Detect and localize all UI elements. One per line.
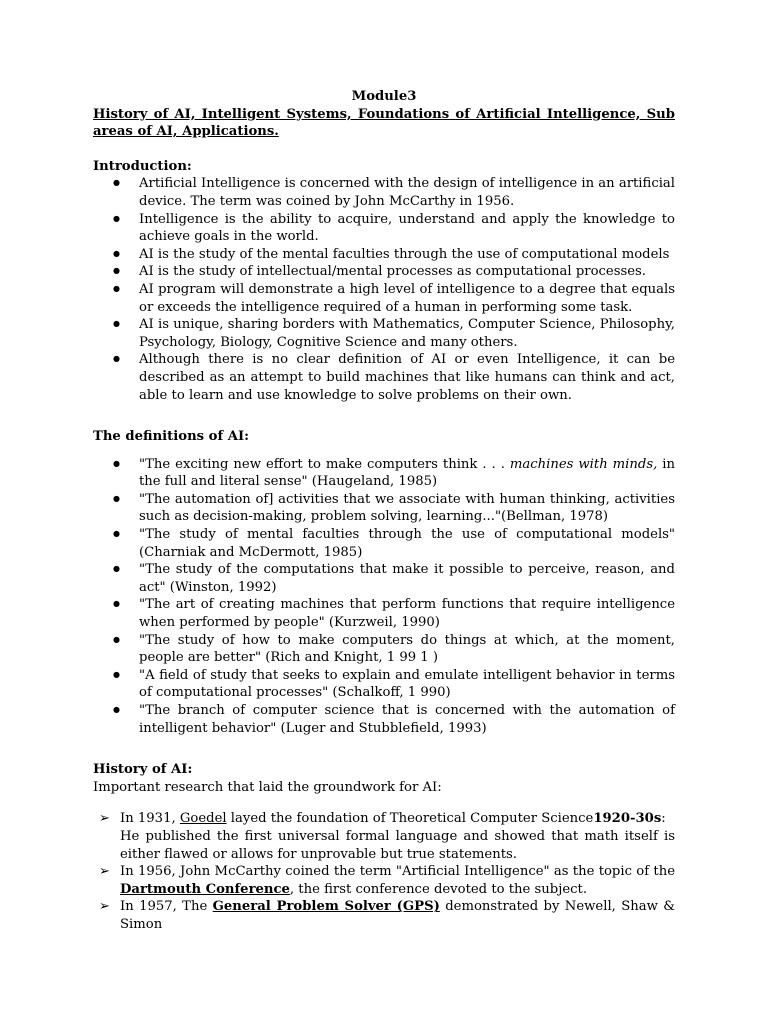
list-item: ● "The exciting new effort to make computers think . . . machines with minds, in the full and literal sense" (Haugeland, 1985) [93,456,675,491]
list-item: ● "The art of creating machines that perform functions that require intelligence when performed by people" (Kurzweil, 1990) [93,596,675,631]
arrow-bullet-icon: ➢ [99,899,111,915]
page-title: Module3 [351,89,417,104]
list-item: ● AI is the study of intellectual/mental processes as computational processes. [93,263,675,281]
document-body [93,88,675,934]
introduction-heading: Introduction: [93,158,192,174]
history-intro: Important research that laid the groundwork for AI: [93,779,442,795]
arrow-bullet-icon: ➢ [99,811,111,827]
arrow-bullet-icon: ➢ [99,864,111,880]
list-item: ➢ In 1956, John McCarthy coined the term "Artificial Intelligence" as the topic of the Dartmouth Conference, the first conference devoted to the subject. [99,864,675,897]
bullet-icon [113,175,129,194]
bullet-icon [113,351,129,370]
list-item: ● "The study of mental faculties through the use of computational models" (Charniak and McDermott, 1985) [93,526,675,561]
list-item: ● "The study of the computations that make it possible to perceive, reason, and act" (Winston, 1992) [93,561,675,596]
bullet-icon [113,211,129,230]
bullet-icon [113,316,129,335]
bullet-icon [113,561,129,580]
bullet-icon [113,456,129,475]
definitions-list [93,456,675,738]
list-item: ● Intelligence is the ability to acquire, understand and apply the knowledge to achieve goals in the world. [93,211,675,246]
bullet-icon [113,526,129,545]
history-list [93,810,675,933]
list-item: ● "A field of study that seeks to explain and emulate intelligent behavior in terms of computational processes" (Schalkoff, 1 990) [93,667,675,702]
bullet-icon [113,596,129,615]
bullet-icon [113,702,129,721]
list-item: ➢ In 1931, Goedel layed the foundation of Theoretical Computer Science1920-30s: He published the first universal formal language and showed that math itself is either flawed or allows for unprovable but true statements. [99,811,675,862]
list-item: ● "The study of how to make computers do things at which, at the moment, people are better" (Rich and Knight, 1 99 1 ) [93,632,675,667]
list-item: ● Although there is no clear definition of AI or even Intelligence, it can be described as an attempt to build machines that like humans can think and act, able to learn and use knowledge to solve problems on their own. [93,351,675,404]
list-item: ● "The automation of] activities that we associate with human thinking, activities such as decision-making, problem solving, learning..."(Bellman, 1978) [93,491,675,526]
page-subtitle: History of AI, Intelligent Systems, Foundations of Artificial Intelligence, Sub areas of AI, Applications. [93,106,675,140]
bullet-icon [113,667,129,686]
introduction-list [93,175,675,404]
list-item: ● "The branch of computer science that is concerned with the automation of intelligent behavior" (Luger and Stubblefield, 1993) [93,702,675,737]
list-item: ● Artificial Intelligence is concerned with the design of intelligence in an artificial device. The term was coined by John McCarthy in 1956. [93,175,675,210]
bullet-icon [113,246,129,265]
list-item: ● AI program will demonstrate a high level of intelligence to a degree that equals or exceeds the intelligence required of a human in performing some task. [93,281,675,316]
definitions-heading: The definitions of AI: [93,429,250,445]
bullet-icon [113,491,129,510]
bullet-icon [113,263,129,282]
list-item: ➢ In 1957, The General Problem Solver (GPS) demonstrated by Newell, Shaw & Simon [99,899,676,932]
bullet-icon [113,281,129,300]
list-item: ● AI is the study of the mental faculties through the use of computational models [93,246,675,264]
bullet-icon [113,632,129,651]
history-heading: History of AI: [93,762,193,778]
list-item: ● AI is unique, sharing borders with Mathematics, Computer Science, Philosophy, Psychology, Biology, Cognitive Science and many others. [93,316,675,351]
